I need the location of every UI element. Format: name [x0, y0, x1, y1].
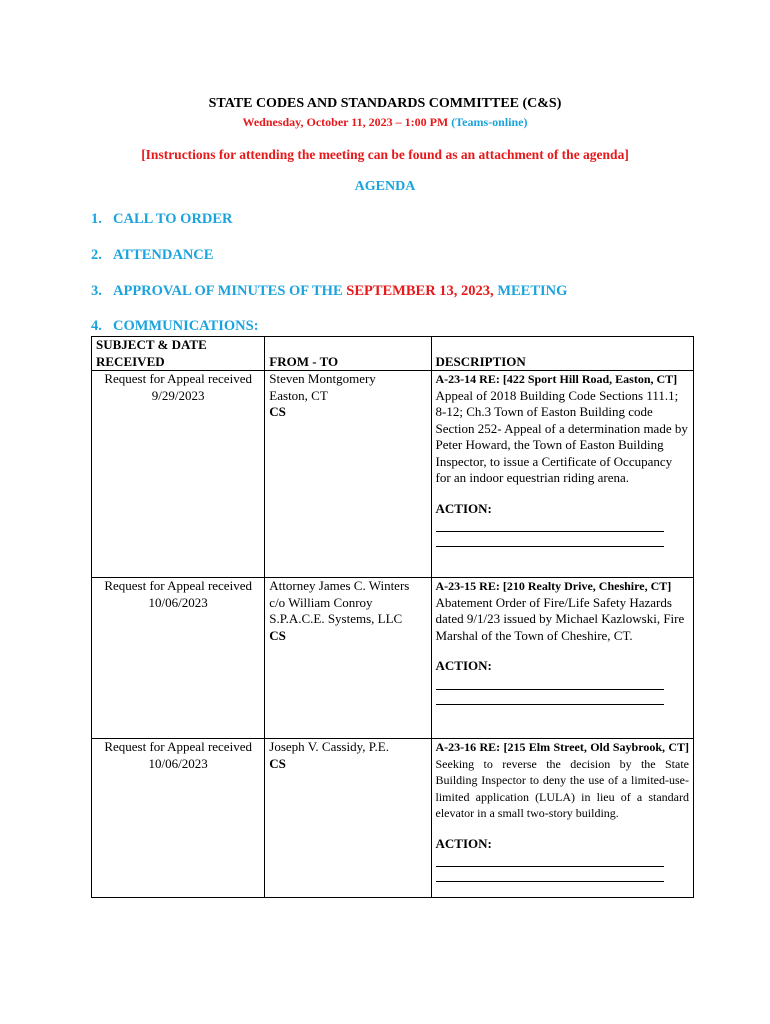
table-row — [92, 739, 694, 898]
committee-title: STATE CODES AND STANDARDS COMMITTEE (C&S) — [208, 96, 562, 111]
agenda-item-label: CALL TO ORDER — [113, 211, 233, 227]
meeting-date-time: Wednesday, October 11, 2023 – 1:00 PM — [242, 115, 449, 129]
description-cell — [431, 371, 694, 578]
description-cell — [431, 739, 694, 898]
action-label: ACTION: — [435, 835, 492, 851]
from-to-cell — [265, 578, 431, 739]
agenda-item-number: 2. — [91, 247, 102, 263]
action-line — [436, 852, 664, 867]
table-row — [92, 578, 694, 739]
subject-cell — [92, 739, 265, 898]
attendance-instructions: [Instructions for attending the meeting can be found as an attachment of the agenda] — [141, 147, 629, 162]
from-line: Steven Montgomery — [269, 371, 376, 386]
from-line: S.P.A.C.E. Systems, LLC — [269, 611, 403, 626]
to-recipient: CS — [269, 627, 286, 643]
description-text: Appeal of 2018 Building Code Sections 111.1; 8-12; Ch.3 Town of Easton Building code Section 252- Appeal of a determination made by Peter Howard, the Town of Easton Building Inspector, to issue a Certificate of Occupancy for an indoor equestrian riding arena. — [435, 387, 688, 485]
subject-text: Request for Appeal received — [104, 371, 252, 386]
agenda-item-number: 1. — [91, 211, 102, 227]
appeal-reference: A-23-16 RE: [215 Elm Street, Old Saybrook, CT] — [435, 740, 689, 754]
table-header-row — [92, 337, 694, 371]
header-subject-line2: RECEIVED — [96, 353, 165, 369]
action-line — [436, 867, 664, 882]
header-subject-line1: SUBJECT & DATE — [96, 337, 207, 352]
description-cell — [431, 578, 694, 739]
from-line: Easton, CT — [269, 387, 328, 403]
subject-text: Request for Appeal received — [104, 578, 252, 593]
to-recipient: CS — [269, 404, 286, 419]
agenda-heading: AGENDA — [354, 179, 416, 194]
agenda-item-number: 3. — [91, 283, 102, 299]
header-description-label: DESCRIPTION — [435, 353, 526, 369]
appeal-reference: A-23-14 RE: [422 Sport Hill Road, Easton, CT] — [435, 372, 678, 386]
description-text: Abatement Order of Fire/Life Safety Hazards dated 9/1/23 issued by Michael Kazlowski, Fire Marshal of the Town of Cheshire, CT. — [435, 594, 685, 643]
from-line: Attorney James C. Winters — [269, 578, 410, 593]
header-from-to-label: FROM - TO — [269, 353, 339, 369]
header-from-to — [265, 337, 431, 371]
received-date: 10/06/2023 — [148, 755, 208, 771]
action-label: ACTION: — [435, 658, 492, 673]
header-subject-date — [92, 337, 265, 371]
agenda-item-label: ATTENDANCE — [113, 247, 214, 263]
received-date: 9/29/2023 — [151, 387, 205, 403]
communications-table — [91, 336, 694, 898]
to-recipient: CS — [269, 755, 286, 771]
action-line — [436, 675, 664, 690]
table-row — [92, 371, 694, 578]
agenda-item-approval-of-minutes — [91, 283, 567, 300]
action-label: ACTION: — [435, 500, 492, 516]
agenda-item-number: 4. — [91, 318, 102, 334]
from-to-cell — [265, 371, 431, 578]
from-line: c/o William Conroy — [269, 594, 373, 610]
description-block — [436, 739, 690, 822]
from-to-cell — [265, 739, 431, 898]
action-line — [436, 690, 664, 705]
agenda-item-label: COMMUNICATIONS: — [113, 318, 259, 334]
agenda-item-call-to-order — [91, 211, 233, 228]
description-text: Seeking to reverse the decision by the State Building Inspector to deny the use of a limited-use-limited application (LULA) in lieu of a standard elevator in a small two-story building. — [435, 756, 689, 820]
action-line — [436, 517, 664, 532]
meeting-location: (Teams-online) — [451, 115, 528, 129]
subject-cell — [92, 371, 265, 578]
agenda-item-attendance — [91, 247, 213, 264]
header-description — [431, 337, 694, 371]
meeting-subtitle — [0, 115, 770, 130]
received-date: 10/06/2023 — [148, 594, 208, 610]
minutes-date: SEPTEMBER 13, 2023, — [346, 283, 494, 299]
from-line: Joseph V. Cassidy, P.E. — [269, 739, 389, 754]
agenda-item-label: APPROVAL OF MINUTES OF THE — [113, 283, 347, 299]
appeal-reference: A-23-15 RE: [210 Realty Drive, Cheshire, CT] — [435, 579, 672, 593]
agenda-item-suffix: MEETING — [493, 283, 568, 299]
subject-cell — [92, 578, 265, 739]
agenda-item-communications — [91, 318, 259, 335]
action-line — [436, 532, 664, 547]
subject-text: Request for Appeal received — [104, 739, 252, 754]
